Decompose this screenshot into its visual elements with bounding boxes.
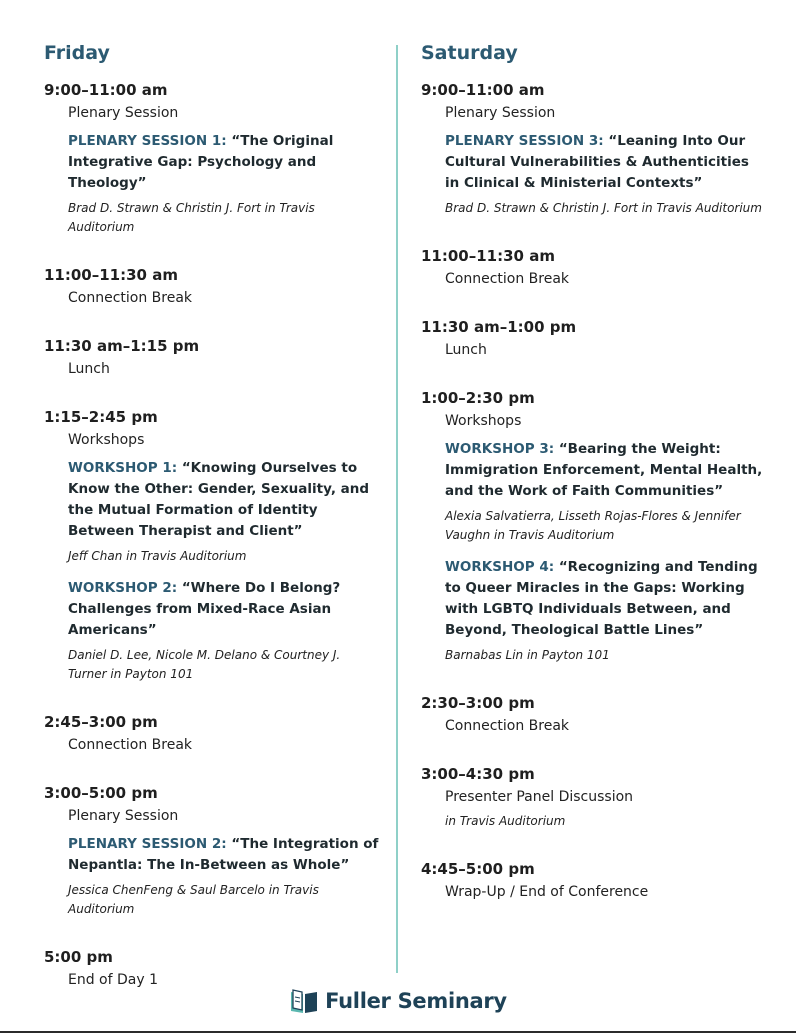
schedule-slot: [44, 782, 380, 919]
slot-time: 11:00–11:30 am: [421, 247, 555, 265]
slot-type: End of Day 1: [68, 972, 159, 988]
workshop-label: WORKSHOP 3:: [445, 441, 555, 457]
slot-time: 1:00–2:30 pm: [421, 389, 535, 407]
slot-time: 11:30 am–1:00 pm: [421, 318, 577, 336]
workshop-label: WORKSHOP 1:: [68, 460, 178, 476]
workshop-presenters: Jeff Chan in Travis Auditorium: [68, 549, 247, 563]
session-title: “The Integration of Nepantla: The In-Between as Whole”: [68, 836, 379, 873]
schedule-slot: [44, 946, 380, 990]
slot-time: 11:30 am–1:15 pm: [44, 337, 200, 355]
session-title: “Leaning Into Our Cultural Vulnerabilities & Authenticities in Clinical & Ministerial Contexts”: [445, 133, 749, 191]
slot-type: Workshops: [68, 432, 145, 448]
slot-type: Presenter Panel Discussion: [445, 789, 634, 805]
schedule-slot: [421, 79, 766, 218]
session-presenters: Jessica ChenFeng & Saul Barcelo in Travis Auditorium: [68, 883, 319, 916]
workshop-presenters: Daniel D. Lee, Nicole M. Delano & Courtney J. Turner in Payton 101: [68, 648, 341, 681]
schedule-slot: [421, 387, 766, 665]
slot-time: 9:00–11:00 am: [44, 81, 168, 99]
slot-type: Plenary Session: [68, 808, 179, 824]
slot-time: 4:45–5:00 pm: [421, 860, 535, 878]
slot-time: 2:45–3:00 pm: [44, 713, 158, 731]
schedule-slot: [44, 335, 380, 379]
schedule-slot: [44, 406, 380, 684]
workshop-title: “Knowing Ourselves to Know the Other: Gender, Sexuality, and the Mutual Formation of Identity Between Therapist and Client”: [68, 460, 370, 539]
slot-type: Connection Break: [445, 718, 570, 734]
day-title-saturday: Saturday: [421, 42, 518, 64]
schedule-slot: [44, 79, 380, 237]
slot-time: 3:00–5:00 pm: [44, 784, 158, 802]
slot-time: 11:00–11:30 am: [44, 266, 178, 284]
slot-type: Wrap-Up / End of Conference: [445, 884, 649, 900]
slot-time: 2:30–3:00 pm: [421, 694, 535, 712]
session-title: “The Original Integrative Gap: Psychology and Theology”: [68, 133, 334, 191]
schedule-slot: [421, 858, 766, 902]
slot-time: 3:00–4:30 pm: [421, 765, 535, 783]
workshop-label: WORKSHOP 2:: [68, 580, 178, 596]
slot-type: Plenary Session: [68, 105, 179, 121]
session-label: PLENARY SESSION 1:: [68, 133, 227, 149]
session-entry: [68, 834, 380, 919]
session-label: PLENARY SESSION 3:: [445, 133, 604, 149]
workshop-presenters: Alexia Salvatierra, Lisseth Rojas-Flores & Jennifer Vaughn in Travis Auditorium: [445, 509, 741, 542]
session-presenters: Brad D. Strawn & Christin J. Fort in Travis Auditorium: [445, 201, 762, 215]
workshop-entry: [68, 458, 380, 566]
workshop-title: “Recognizing and Tending to Queer Miracles in the Gaps: Working with LGBTQ Individuals Between, and Beyond, Theological Battle Lines”: [445, 559, 758, 638]
slot-type: Lunch: [68, 361, 110, 377]
workshop-entry: [445, 557, 766, 665]
session-entry: [445, 131, 766, 218]
session-presenters: Brad D. Strawn & Christin J. Fort in Travis Auditorium: [68, 201, 315, 234]
slot-time: 5:00 pm: [44, 948, 113, 966]
slot-type: Connection Break: [68, 737, 193, 753]
schedule-slot: [44, 264, 380, 308]
workshop-presenters: Barnabas Lin in Payton 101: [445, 648, 610, 662]
slot-type: Connection Break: [445, 271, 570, 287]
workshop-entry: [445, 439, 766, 545]
workshop-title: “Where Do I Belong? Challenges from Mixed-Race Asian Americans”: [68, 580, 341, 638]
bottom-rule: [0, 1031, 796, 1033]
logo-text: Fuller Seminary: [325, 989, 507, 1013]
slot-type: Workshops: [445, 413, 522, 429]
slot-time: 1:15–2:45 pm: [44, 408, 158, 426]
schedule-slot: [421, 245, 766, 289]
session-label: PLENARY SESSION 2:: [68, 836, 227, 852]
schedule-slot: [421, 692, 766, 736]
workshop-label: WORKSHOP 4:: [445, 559, 555, 575]
schedule-slot: [44, 711, 380, 755]
day-title-friday: Friday: [44, 42, 110, 64]
schedule-slot: [421, 316, 766, 360]
slot-time: 9:00–11:00 am: [421, 81, 545, 99]
saturday-column: [421, 40, 766, 929]
column-divider: [396, 45, 398, 973]
open-book-icon: [289, 988, 319, 1014]
slot-location: in Travis Auditorium: [445, 814, 566, 828]
friday-column: [44, 40, 380, 1017]
slot-type: Connection Break: [68, 290, 193, 306]
slot-type: Lunch: [445, 342, 487, 358]
workshop-entry: [68, 578, 380, 684]
footer-logo: [0, 986, 796, 1016]
workshop-title: “Bearing the Weight: Immigration Enforcement, Mental Health, and the Work of Faith Communities”: [445, 441, 763, 499]
schedule-slot: [421, 763, 766, 831]
slot-type: Plenary Session: [445, 105, 556, 121]
session-entry: [68, 131, 380, 237]
